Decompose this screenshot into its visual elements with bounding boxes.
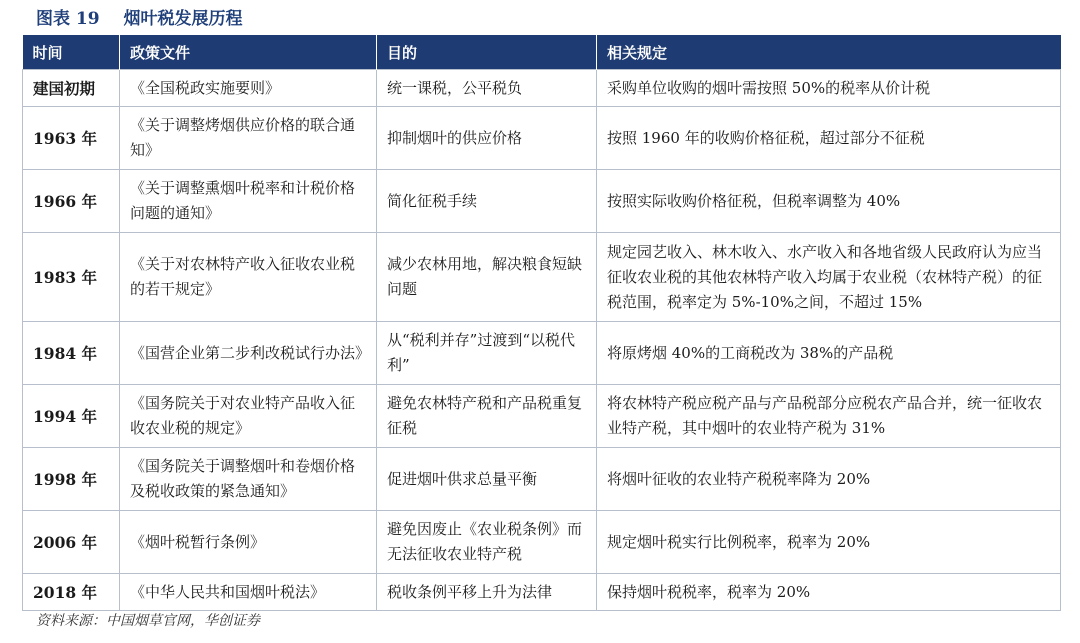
cell-purpose: 统一课税，公平税负 bbox=[377, 70, 597, 107]
cell-purpose: 从“税利并存”过渡到“以税代利” bbox=[377, 322, 597, 385]
cell-policy: 《全国税政实施要则》 bbox=[120, 70, 377, 107]
cell-rule: 规定园艺收入、林木收入、水产收入和各地省级人民政府认为应当征收农业税的其他农林特产收入均属于农业税（农林特产税）的征税范围，税率定为 5%-10%之间，不超过 15% bbox=[597, 233, 1061, 322]
cell-rule: 将烟叶征收的农业特产税税率降为 20% bbox=[597, 448, 1061, 511]
cell-purpose: 避免因废止《农业税条例》而无法征收农业特产税 bbox=[377, 511, 597, 574]
cell-time: 1983 年 bbox=[23, 233, 120, 322]
cell-time: 建国初期 bbox=[23, 70, 120, 107]
cell-policy: 《国务院关于调整烟叶和卷烟价格及税收政策的紧急通知》 bbox=[120, 448, 377, 511]
cell-time: 2006 年 bbox=[23, 511, 120, 574]
cell-time: 1998 年 bbox=[23, 448, 120, 511]
header-time: 时间 bbox=[23, 35, 120, 70]
table-row bbox=[23, 107, 1061, 170]
cell-purpose: 减少农林用地，解决粮食短缺问题 bbox=[377, 233, 597, 322]
cell-time: 2018 年 bbox=[23, 574, 120, 611]
cell-policy: 《关于对农林特产收入征收农业税的若干规定》 bbox=[120, 233, 377, 322]
cell-policy: 《中华人民共和国烟叶税法》 bbox=[120, 574, 377, 611]
tobacco-tax-history-table bbox=[22, 35, 1061, 611]
cell-rule: 将农林特产税应税产品与产品税部分应税农产品合并，统一征收农业特产税，其中烟叶的农业特产税为 31% bbox=[597, 385, 1061, 448]
figure-title-text: 烟叶税发展历程 bbox=[123, 9, 243, 29]
cell-rule: 将原烤烟 40%的工商税改为 38%的产品税 bbox=[597, 322, 1061, 385]
figure-title bbox=[36, 4, 243, 34]
table-row bbox=[23, 170, 1061, 233]
header-rule: 相关规定 bbox=[597, 35, 1061, 70]
cell-time: 1963 年 bbox=[23, 107, 120, 170]
table-row bbox=[23, 233, 1061, 322]
table-row bbox=[23, 448, 1061, 511]
cell-time: 1984 年 bbox=[23, 322, 120, 385]
table-row bbox=[23, 574, 1061, 611]
cell-policy: 《关于调整熏烟叶税率和计税价格问题的通知》 bbox=[120, 170, 377, 233]
cell-policy: 《国务院关于对农业特产品收入征收农业税的规定》 bbox=[120, 385, 377, 448]
cell-purpose: 简化征税手续 bbox=[377, 170, 597, 233]
cell-time: 1994 年 bbox=[23, 385, 120, 448]
cell-purpose: 税收条例平移上升为法律 bbox=[377, 574, 597, 611]
cell-rule: 采购单位收购的烟叶需按照 50%的税率从价计税 bbox=[597, 70, 1061, 107]
cell-policy: 《国营企业第二步利改税试行办法》 bbox=[120, 322, 377, 385]
cell-rule: 保持烟叶税税率，税率为 20% bbox=[597, 574, 1061, 611]
cell-rule: 按照实际收购价格征税，但税率调整为 40% bbox=[597, 170, 1061, 233]
cell-rule: 按照 1960 年的收购价格征税，超过部分不征税 bbox=[597, 107, 1061, 170]
source-note: 资料来源：中国烟草官网，华创证券 bbox=[36, 613, 260, 629]
cell-purpose: 避免农林特产税和产品税重复征税 bbox=[377, 385, 597, 448]
table-row bbox=[23, 511, 1061, 574]
cell-purpose: 抑制烟叶的供应价格 bbox=[377, 107, 597, 170]
header-policy: 政策文件 bbox=[120, 35, 377, 70]
header-purpose: 目的 bbox=[377, 35, 597, 70]
table-row bbox=[23, 385, 1061, 448]
cell-time: 1966 年 bbox=[23, 170, 120, 233]
table-row bbox=[23, 322, 1061, 385]
cell-policy: 《烟叶税暂行条例》 bbox=[120, 511, 377, 574]
cell-policy: 《关于调整烤烟供应价格的联合通知》 bbox=[120, 107, 377, 170]
figure-label: 图表 19 bbox=[36, 9, 100, 29]
table-row bbox=[23, 70, 1061, 107]
cell-purpose: 促进烟叶供求总量平衡 bbox=[377, 448, 597, 511]
table-header-row bbox=[23, 35, 1061, 70]
cell-rule: 规定烟叶税实行比例税率，税率为 20% bbox=[597, 511, 1061, 574]
